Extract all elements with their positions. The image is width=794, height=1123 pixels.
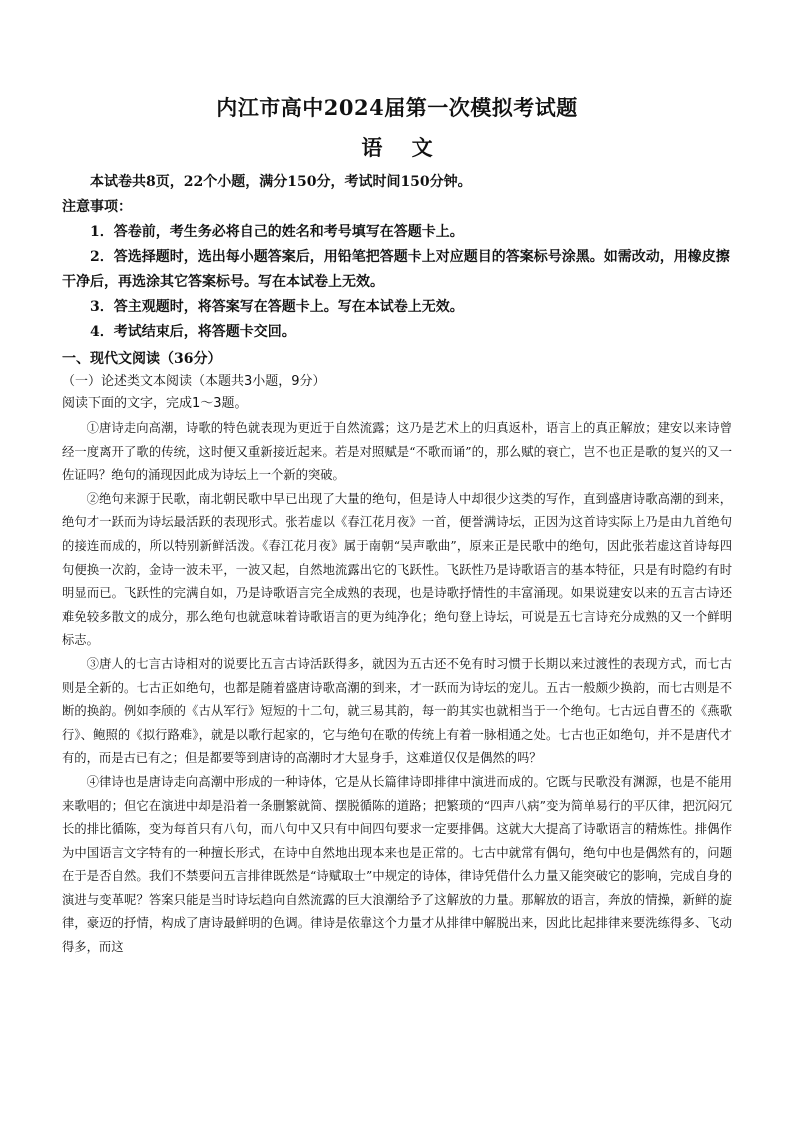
subject-title: 语 文 (361, 135, 433, 160)
section-heading: 一、现代文阅读（36分） (62, 351, 222, 367)
note-item: 1．答卷前，考生务必将自己的姓名和考号填写在答题卡上。 (90, 224, 464, 240)
passage-paragraph-4: ④律诗也是唐诗走向高潮中形成的一种诗体，它是从长篇律诗即排律中演进而成的。它既与民歌没有渊源，也是不能用来歌唱的；但它在演进中却是沿着一条删繁就简、摆脱循陈的道路；把繁琐的“四声八病”变为简单易行的平仄律，把沉闷冗长的排比循陈，变为每首只有八句，而八句中又只有中间四句要求一定要排偶。这就大大提高了诗歌语言的精炼性。排偶作为中国语言文字特有的一种擅长形式，在诗中自然地出现本来也是正常的。七古中就常有偶句，绝句中也是偶然有的，问题在于是否自然。我们不禁要问五言排律既然是“诗赋取士”中规定的诗体，律诗凭借什么力量又能突破它的影响，完成自身的演进与变革呢？答案只能是当时诗坛趋向自然流露的巨大浪潮给予了这解放的力量。那解放的语言，奔放的情操，新鲜的旋律，豪迈的抒情，构成了唐诗最鲜明的色调。律诗是依靠这个力量才从排律中解脱出来，因此比起排律来要洗练得多、飞动得多，而这 (62, 774, 732, 955)
exam-info: 本试卷共8页，22个小题，满分150分，考试时间150分钟。 (90, 174, 472, 190)
note-item: 3．答主观题时，将答案写在答题卡上。写在本试卷上无效。 (90, 299, 464, 315)
section-subheading: （一）论述类文本阅读（本题共3小题，9分） (62, 374, 326, 389)
note-item: 4．考试结束后，将答题卡交回。 (90, 324, 296, 340)
section-instruction: 阅读下面的文字，完成1～3题。 (62, 396, 248, 411)
exam-title: 内江市高中2024届第一次模拟考试题 (216, 95, 578, 120)
passage-paragraph-2: ②绝句来源于民歌，南北朝民歌中早已出现了大量的绝句，但是诗人中却很少这类的写作，直到盛唐诗歌高潮的到来，绝句才一跃而为诗坛最活跃的表现形式。张若虚以《春江花月夜》一首，便誉满诗坛，正因为这首诗实际上乃是由九首绝句的接连而成的，所以特别新鲜活泼。《春江花月夜》属于南朝“吴声歌曲”，原来正是民歌中的绝句，因此张若虚这首诗每四句便换一次韵，金诗一波未平，一波又起，自然地流露出它的飞跃性。飞跃性乃是诗歌语言的基本特征，只是有时隐约有时明显而已。飞跃性的完满自如，乃是诗歌语言完全成熟的表现，也是诗歌抒情性的丰富涌现。如果说建安以来的五言古诗还难免较多散文的成分，那么绝句也就意味着诗歌语言的更为纯净化；绝句登上诗坛，可说是五七言诗充分成熟的又一个鲜明标志。 (62, 491, 732, 648)
notes-heading: 注意事项： (62, 199, 132, 215)
passage-paragraph-3: ③唐人的七言古诗相对的说要比五言古诗活跃得多，就因为五古还不免有时习惯于长期以来过渡性的表现方式，而七古则是全新的。七古正如绝句，也都是随着盛唐诗歌高潮的到来，才一跃而为诗坛的宠儿。五古一般颇少换韵，而七古则是不断的换韵。例如李颀的《古从军行》短短的十二句，就三易其韵，每一韵其实也就相当于一个绝句。七古远自曹丕的《燕歌行》、鲍照的《拟行路难》，就是以歌行起家的，它与绝句在歌的传统上有着一脉相通之处。七古也正如绝句，并不是唐代才有的，而是古已有之；但是都要等到唐诗的高潮时才大显身手，这难道仅仅是偶然的吗？ (62, 656, 732, 766)
note-item: 2．答选择题时，选出每小题答案后，用铅笔把答题卡上对应题目的答案标号涂黑。如需改动，用橡皮擦干净后，再选涂其它答案标号。写在本试卷上无效。 (62, 249, 730, 290)
passage-paragraph-1: ①唐诗走向高潮，诗歌的特色就表现为更近于自然流露；这乃是艺术上的归真返朴，语言上的真正解放；建安以来诗曾经一度离开了歌的传统，这时便又重新接近起来。若是对照赋是“不歌而诵”的，那么赋的衰亡，岂不也正是歌的复兴的又一佐证吗？绝句的涌现因此成为诗坛上一个新的突破。 (62, 421, 732, 483)
